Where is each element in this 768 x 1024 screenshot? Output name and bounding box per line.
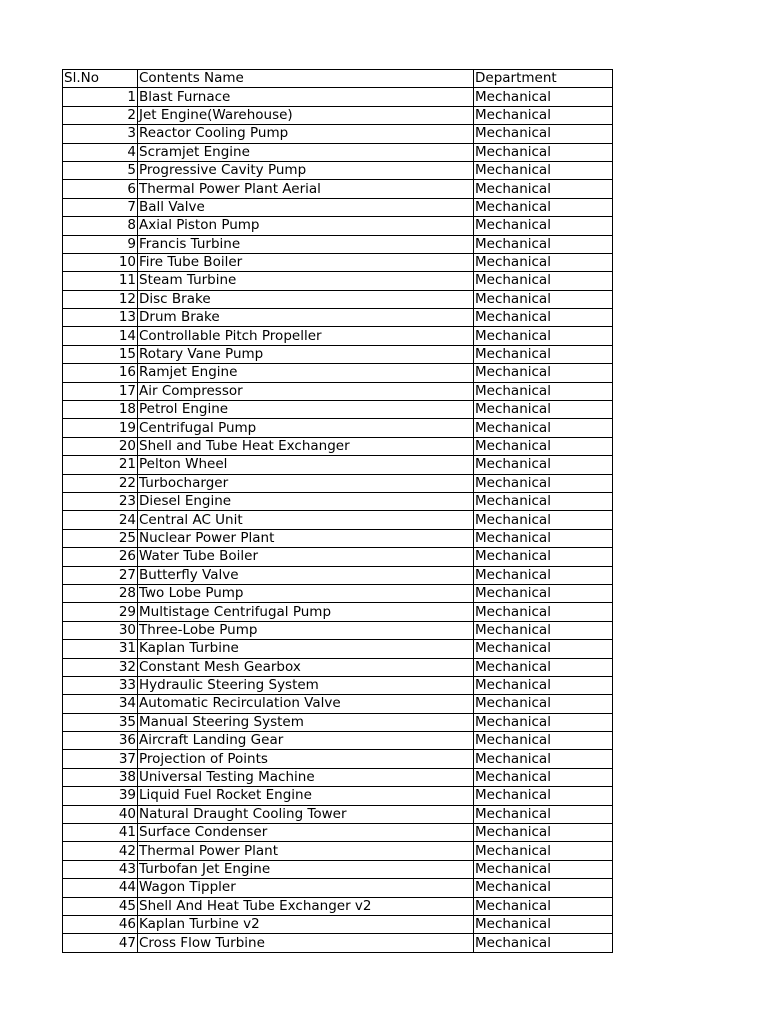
cell-sl-no[interactable]: 15 [63, 345, 138, 363]
cell-sl-no[interactable]: 22 [63, 474, 138, 492]
cell-department[interactable]: Mechanical [474, 658, 613, 676]
cell-contents-name[interactable]: Scramjet Engine [138, 143, 474, 161]
table-row [63, 842, 613, 860]
cell-sl-no[interactable]: 42 [63, 842, 138, 860]
cell-sl-no[interactable]: 13 [63, 309, 138, 327]
cell-contents-name[interactable]: Water Tube Boiler [138, 548, 474, 566]
table-row [63, 676, 613, 694]
cell-contents-name[interactable]: Nuclear Power Plant [138, 529, 474, 547]
cell-department[interactable]: Mechanical [474, 676, 613, 694]
cell-sl-no[interactable]: 17 [63, 382, 138, 400]
cell-department[interactable]: Mechanical [474, 161, 613, 179]
cell-contents-name[interactable]: Turbofan Jet Engine [138, 860, 474, 878]
cell-department[interactable]: Mechanical [474, 382, 613, 400]
cell-contents-name[interactable]: Liquid Fuel Rocket Engine [138, 787, 474, 805]
table-row [63, 327, 613, 345]
table-row [63, 768, 613, 786]
cell-sl-no[interactable]: 40 [63, 805, 138, 823]
cell-department[interactable]: Mechanical [474, 180, 613, 198]
cell-department[interactable]: Mechanical [474, 235, 613, 253]
cell-sl-no[interactable]: 16 [63, 364, 138, 382]
table-row [63, 290, 613, 308]
table-row [63, 732, 613, 750]
header-row [63, 70, 613, 88]
table-row [63, 492, 613, 510]
cell-contents-name[interactable]: Thermal Power Plant Aerial [138, 180, 474, 198]
cell-sl-no[interactable]: 11 [63, 272, 138, 290]
cell-department[interactable]: Mechanical [474, 548, 613, 566]
cell-contents-name[interactable]: Multistage Centrifugal Pump [138, 603, 474, 621]
table-row [63, 787, 613, 805]
cell-department[interactable]: Mechanical [474, 272, 613, 290]
table-row [63, 879, 613, 897]
cell-contents-name[interactable]: Diesel Engine [138, 492, 474, 510]
cell-contents-name[interactable]: Air Compressor [138, 382, 474, 400]
table-row [63, 217, 613, 235]
cell-sl-no[interactable]: 12 [63, 290, 138, 308]
table-row [63, 621, 613, 639]
cell-department[interactable]: Mechanical [474, 897, 613, 915]
cell-department[interactable]: Mechanical [474, 309, 613, 327]
cell-department[interactable]: Mechanical [474, 253, 613, 271]
cell-sl-no[interactable]: 25 [63, 529, 138, 547]
cell-sl-no[interactable]: 29 [63, 603, 138, 621]
cell-department[interactable]: Mechanical [474, 437, 613, 455]
cell-sl-no[interactable]: 34 [63, 695, 138, 713]
cell-department[interactable]: Mechanical [474, 401, 613, 419]
cell-sl-no[interactable]: 8 [63, 217, 138, 235]
cell-department[interactable]: Mechanical [474, 419, 613, 437]
cell-department[interactable]: Mechanical [474, 511, 613, 529]
table-row [63, 401, 613, 419]
cell-department[interactable]: Mechanical [474, 474, 613, 492]
cell-contents-name[interactable]: Centrifugal Pump [138, 419, 474, 437]
table-row [63, 860, 613, 878]
table-row [63, 180, 613, 198]
cell-sl-no[interactable]: 39 [63, 787, 138, 805]
cell-department[interactable]: Mechanical [474, 805, 613, 823]
cell-contents-name[interactable]: Blast Furnace [138, 88, 474, 106]
cell-contents-name[interactable]: Progressive Cavity Pump [138, 161, 474, 179]
cell-department[interactable]: Mechanical [474, 143, 613, 161]
cell-department[interactable]: Mechanical [474, 860, 613, 878]
cell-contents-name[interactable]: Ramjet Engine [138, 364, 474, 382]
cell-sl-no[interactable]: 36 [63, 732, 138, 750]
cell-contents-name[interactable]: Petrol Engine [138, 401, 474, 419]
cell-department[interactable]: Mechanical [474, 787, 613, 805]
table-row [63, 456, 613, 474]
table-row [63, 437, 613, 455]
table-body [63, 88, 613, 952]
cell-sl-no[interactable]: 3 [63, 125, 138, 143]
cell-sl-no[interactable]: 38 [63, 768, 138, 786]
table-row [63, 106, 613, 124]
cell-department[interactable]: Mechanical [474, 456, 613, 474]
cell-contents-name[interactable]: Automatic Recirculation Valve [138, 695, 474, 713]
header-sl-no[interactable]: Sl.No [63, 70, 138, 88]
table-row [63, 824, 613, 842]
cell-sl-no[interactable]: 10 [63, 253, 138, 271]
cell-sl-no[interactable]: 18 [63, 401, 138, 419]
cell-sl-no[interactable]: 24 [63, 511, 138, 529]
cell-sl-no[interactable]: 44 [63, 879, 138, 897]
cell-contents-name[interactable]: Shell and Tube Heat Exchanger [138, 437, 474, 455]
table-row [63, 272, 613, 290]
cell-department[interactable]: Mechanical [474, 529, 613, 547]
cell-contents-name[interactable]: Wagon Tippler [138, 879, 474, 897]
cell-contents-name[interactable]: Manual Steering System [138, 713, 474, 731]
cell-sl-no[interactable]: 41 [63, 824, 138, 842]
cell-department[interactable]: Mechanical [474, 603, 613, 621]
cell-sl-no[interactable]: 20 [63, 437, 138, 455]
cell-contents-name[interactable]: Two Lobe Pump [138, 584, 474, 602]
cell-contents-name[interactable]: Surface Condenser [138, 824, 474, 842]
cell-sl-no[interactable]: 31 [63, 640, 138, 658]
table-row [63, 345, 613, 363]
cell-department[interactable]: Mechanical [474, 584, 613, 602]
cell-sl-no[interactable]: 14 [63, 327, 138, 345]
cell-contents-name[interactable]: Disc Brake [138, 290, 474, 308]
cell-department[interactable]: Mechanical [474, 842, 613, 860]
table-row [63, 584, 613, 602]
cell-contents-name[interactable]: Central AC Unit [138, 511, 474, 529]
cell-sl-no[interactable]: 27 [63, 566, 138, 584]
cell-contents-name[interactable]: Drum Brake [138, 309, 474, 327]
cell-contents-name[interactable]: Reactor Cooling Pump [138, 125, 474, 143]
cell-department[interactable]: Mechanical [474, 879, 613, 897]
cell-contents-name[interactable]: Steam Turbine [138, 272, 474, 290]
cell-contents-name[interactable]: Kaplan Turbine v2 [138, 915, 474, 933]
table-row [63, 603, 613, 621]
table-row [63, 143, 613, 161]
header-department[interactable]: Department [474, 70, 613, 88]
table-row [63, 713, 613, 731]
cell-sl-no[interactable]: 5 [63, 161, 138, 179]
cell-sl-no[interactable]: 26 [63, 548, 138, 566]
cell-contents-name[interactable]: Universal Testing Machine [138, 768, 474, 786]
table-row [63, 897, 613, 915]
cell-contents-name[interactable]: Shell And Heat Tube Exchanger v2 [138, 897, 474, 915]
cell-contents-name[interactable]: Axial Piston Pump [138, 217, 474, 235]
cell-contents-name[interactable]: Butterfly Valve [138, 566, 474, 584]
cell-sl-no[interactable]: 46 [63, 915, 138, 933]
cell-contents-name[interactable]: Hydraulic Steering System [138, 676, 474, 694]
cell-department[interactable]: Mechanical [474, 217, 613, 235]
cell-department[interactable]: Mechanical [474, 345, 613, 363]
table-row [63, 309, 613, 327]
cell-department[interactable]: Mechanical [474, 732, 613, 750]
cell-department[interactable]: Mechanical [474, 327, 613, 345]
cell-contents-name[interactable]: Cross Flow Turbine [138, 934, 474, 952]
cell-department[interactable]: Mechanical [474, 824, 613, 842]
cell-sl-no[interactable]: 9 [63, 235, 138, 253]
cell-department[interactable]: Mechanical [474, 88, 613, 106]
cell-contents-name[interactable]: Rotary Vane Pump [138, 345, 474, 363]
cell-sl-no[interactable]: 21 [63, 456, 138, 474]
cell-sl-no[interactable]: 33 [63, 676, 138, 694]
cell-sl-no[interactable]: 30 [63, 621, 138, 639]
table-row [63, 253, 613, 271]
cell-contents-name[interactable]: Natural Draught Cooling Tower [138, 805, 474, 823]
cell-contents-name[interactable]: Thermal Power Plant [138, 842, 474, 860]
table-row [63, 235, 613, 253]
cell-department[interactable]: Mechanical [474, 492, 613, 510]
cell-sl-no[interactable]: 43 [63, 860, 138, 878]
table-row [63, 750, 613, 768]
cell-department[interactable]: Mechanical [474, 640, 613, 658]
cell-sl-no[interactable]: 37 [63, 750, 138, 768]
cell-contents-name[interactable]: Fire Tube Boiler [138, 253, 474, 271]
cell-department[interactable]: Mechanical [474, 125, 613, 143]
cell-department[interactable]: Mechanical [474, 290, 613, 308]
table-row [63, 364, 613, 382]
cell-contents-name[interactable]: Jet Engine(Warehouse) [138, 106, 474, 124]
cell-sl-no[interactable]: 32 [63, 658, 138, 676]
cell-sl-no[interactable]: 19 [63, 419, 138, 437]
table-row [63, 934, 613, 952]
cell-contents-name[interactable]: Pelton Wheel [138, 456, 474, 474]
cell-sl-no[interactable]: 28 [63, 584, 138, 602]
cell-department[interactable]: Mechanical [474, 566, 613, 584]
cell-department[interactable]: Mechanical [474, 106, 613, 124]
table-row [63, 640, 613, 658]
cell-contents-name[interactable]: Controllable Pitch Propeller [138, 327, 474, 345]
cell-contents-name[interactable]: Constant Mesh Gearbox [138, 658, 474, 676]
cell-contents-name[interactable]: Three-Lobe Pump [138, 621, 474, 639]
cell-sl-no[interactable]: 35 [63, 713, 138, 731]
table-row [63, 529, 613, 547]
cell-sl-no[interactable]: 6 [63, 180, 138, 198]
cell-sl-no[interactable]: 47 [63, 934, 138, 952]
cell-sl-no[interactable]: 7 [63, 198, 138, 216]
table-row [63, 198, 613, 216]
cell-contents-name[interactable]: Francis Turbine [138, 235, 474, 253]
table-row [63, 915, 613, 933]
cell-department[interactable]: Mechanical [474, 621, 613, 639]
cell-sl-no[interactable]: 4 [63, 143, 138, 161]
table-row [63, 805, 613, 823]
cell-sl-no[interactable]: 23 [63, 492, 138, 510]
cell-contents-name[interactable]: Ball Valve [138, 198, 474, 216]
cell-contents-name[interactable]: Projection of Points [138, 750, 474, 768]
cell-sl-no[interactable]: 2 [63, 106, 138, 124]
contents-table [62, 69, 613, 953]
cell-department[interactable]: Mechanical [474, 695, 613, 713]
spreadsheet [62, 69, 613, 953]
cell-department[interactable]: Mechanical [474, 750, 613, 768]
cell-sl-no[interactable]: 45 [63, 897, 138, 915]
cell-department[interactable]: Mechanical [474, 198, 613, 216]
table-row [63, 548, 613, 566]
table-row [63, 658, 613, 676]
cell-contents-name[interactable]: Kaplan Turbine [138, 640, 474, 658]
table-row [63, 88, 613, 106]
header-contents-name[interactable]: Contents Name [138, 70, 474, 88]
cell-contents-name[interactable]: Turbocharger [138, 474, 474, 492]
table-row [63, 566, 613, 584]
table-row [63, 161, 613, 179]
table-row [63, 511, 613, 529]
table-row [63, 382, 613, 400]
cell-sl-no[interactable]: 1 [63, 88, 138, 106]
cell-department[interactable]: Mechanical [474, 713, 613, 731]
table-row [63, 695, 613, 713]
cell-department[interactable]: Mechanical [474, 364, 613, 382]
table-row [63, 419, 613, 437]
table-row [63, 474, 613, 492]
cell-department[interactable]: Mechanical [474, 934, 613, 952]
table-row [63, 125, 613, 143]
cell-department[interactable]: Mechanical [474, 768, 613, 786]
cell-contents-name[interactable]: Aircraft Landing Gear [138, 732, 474, 750]
cell-department[interactable]: Mechanical [474, 915, 613, 933]
